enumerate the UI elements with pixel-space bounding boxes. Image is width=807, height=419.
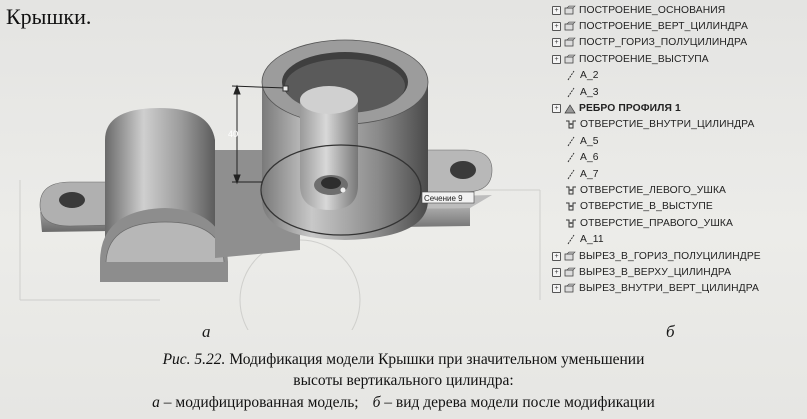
tree-item[interactable] <box>552 265 731 279</box>
axis-icon <box>565 169 577 180</box>
caption-line-2: высоты вертикального цилиндра: <box>293 372 514 389</box>
tree-item[interactable] <box>565 151 599 165</box>
expand-icon[interactable]: + <box>552 22 561 31</box>
tree-item[interactable] <box>565 233 604 247</box>
tooltip-text: Сечение 9 <box>424 194 463 203</box>
tree-item[interactable] <box>565 183 726 197</box>
feature-icon <box>564 251 576 262</box>
tree-item[interactable] <box>565 200 713 214</box>
tree-item-label: A_3 <box>580 86 599 98</box>
axis-icon <box>565 87 577 98</box>
tree-item[interactable] <box>552 3 725 17</box>
tree-item-label: A_5 <box>580 135 599 147</box>
expand-icon[interactable]: + <box>552 55 561 64</box>
tree-item[interactable] <box>552 249 761 263</box>
tree-item[interactable] <box>565 134 599 148</box>
page-heading: Крышки. <box>6 4 92 29</box>
tree-item-label: A_7 <box>580 168 599 180</box>
tree-item[interactable] <box>565 85 599 99</box>
caption-line-3 <box>0 394 807 412</box>
dimension-value: 40 <box>228 129 239 139</box>
tree-item-label: ОТВЕРСТИЕ_ВНУТРИ_ЦИЛИНДРА <box>580 119 755 131</box>
tree-item-label: ПОСТРОЕНИЕ_ОСНОВАНИЯ <box>579 4 726 16</box>
hole-icon <box>565 218 577 229</box>
axis-icon <box>565 234 577 245</box>
tree-item[interactable] <box>565 167 599 181</box>
expand-icon[interactable]: + <box>552 38 561 47</box>
feature-icon <box>564 5 576 16</box>
tree-item[interactable] <box>552 36 747 50</box>
caption-figure-number: Рис. 5.22. <box>162 351 226 368</box>
sub-label-b: б <box>666 322 675 341</box>
horizontal-half-cylinder <box>100 108 228 282</box>
boss <box>300 86 358 210</box>
feature-icon <box>564 21 576 32</box>
expand-icon[interactable]: + <box>552 6 561 15</box>
tree-item-label: ОТВЕРСТИЕ_ЛЕВОГО_УШКА <box>580 184 727 196</box>
rib-icon <box>564 103 576 114</box>
expand-icon[interactable]: + <box>552 252 561 261</box>
feature-icon <box>564 267 576 278</box>
feature-icon <box>564 283 576 294</box>
sub-label-a: а <box>202 322 211 341</box>
tree-item[interactable] <box>552 101 681 115</box>
tree-item[interactable] <box>552 19 748 33</box>
tree-item-label: РЕБРО ПРОФИЛЯ 1 <box>579 102 681 114</box>
feature-icon <box>564 54 576 65</box>
caption-line-1 <box>0 351 807 369</box>
caption-b-letter: б <box>372 394 381 411</box>
feature-icon <box>564 37 576 48</box>
axis-icon <box>565 70 577 81</box>
caption-b-text: – вид дерева модели после модификации <box>380 394 655 411</box>
tree-item-label: ПОСТРОЕНИЕ_ВЕРТ_ЦИЛИНДРА <box>579 20 748 32</box>
tree-item[interactable] <box>565 118 754 132</box>
expand-icon[interactable]: + <box>552 284 561 293</box>
tree-item-label: ОТВЕРСТИЕ_В_ВЫСТУПЕ <box>580 201 713 213</box>
caption-a-text: – модифицированная модель; <box>159 394 359 411</box>
caption-title: Модификация модели Крышки при значительном уменьшении <box>225 351 645 368</box>
tree-item-label: A_11 <box>580 234 604 246</box>
expand-icon[interactable]: + <box>552 268 561 277</box>
tree-item[interactable] <box>552 282 759 296</box>
hole-icon <box>565 201 577 212</box>
axis-icon <box>565 152 577 163</box>
tree-item-label: A_2 <box>580 70 599 82</box>
model-tree <box>552 0 792 318</box>
hole-icon <box>565 185 577 196</box>
tree-item-label: ВЫРЕЗ_В_ВЕРХУ_ЦИЛИНДРА <box>579 266 732 278</box>
caption-a-letter: а <box>152 394 160 411</box>
tree-item-label: ВЫРЕЗ_ВНУТРИ_ВЕРТ_ЦИЛИНДРА <box>579 283 759 295</box>
hole-icon <box>565 119 577 130</box>
expand-icon[interactable]: + <box>552 104 561 113</box>
tree-item-label: ПОСТРОЕНИЕ_ВЫСТУПА <box>579 53 709 65</box>
tree-item-label: ВЫРЕЗ_В_ГОРИЗ_ПОЛУЦИЛИНДРЕ <box>579 250 761 262</box>
tree-item-label: ОТВЕРСТИЕ_ПРАВОГО_УШКА <box>580 217 733 229</box>
tree-item-label: ПОСТР_ГОРИЗ_ПОЛУЦИЛИНДРА <box>579 37 748 49</box>
axis-icon <box>565 136 577 147</box>
tree-item[interactable] <box>565 216 733 230</box>
tree-item-label: A_6 <box>580 152 599 164</box>
tree-item[interactable] <box>565 69 599 83</box>
tree-item[interactable] <box>552 52 709 66</box>
